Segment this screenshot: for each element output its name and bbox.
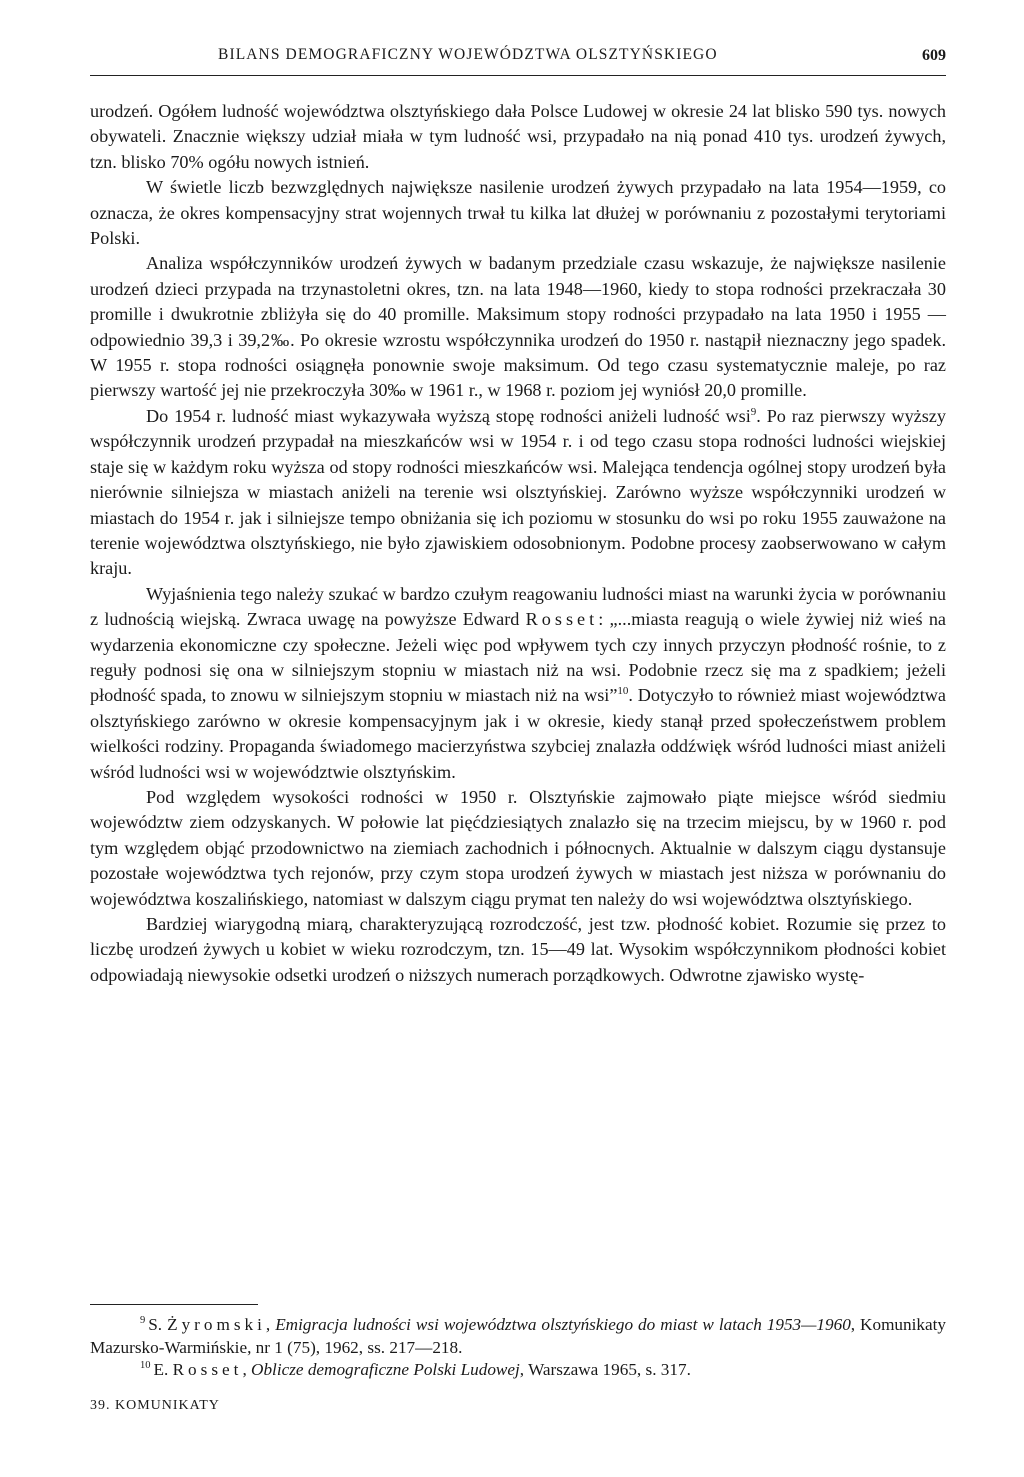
page-header [90,42,946,72]
author-name: Rosset [525,609,599,630]
body-text [90,99,946,988]
paragraph-2: W świetle liczb bezwzględnych największe nasilenie urodzeń żywych przypadało na lata 1954—1959, co oznacza, że okres kompensacyjny strat wojennych trwał tu kilka lat dłużej w porównaniu z pozostałymi terytoriami Polski. [90,177,946,249]
footnote-ref-9: 9 [750,405,757,418]
printer-signature: 39. KOMUNIKATY [90,1398,220,1413]
footnote-title: Emigracja ludności wsi województwa olsztyńskiego do miast w latach 1953—1960 [275,1315,851,1334]
footnote-text: , [265,1315,276,1334]
footnote-text: , Komunikaty Mazursko-Warmińskie, nr 1 (75), 1962, ss. 217—218. [90,1315,946,1357]
paragraph-5-text-a: Wyjaśnienia tego należy szukać w bardzo czułym reagowaniu ludności miast na warunki życia w porównaniu z ludnością wiejską. Zwraca uwagę na powyższe Edward [90,583,946,630]
paragraph-1: urodzeń. Ogółem ludność województwa olsztyńskiego dała Polsce Ludowej w okresie 24 lat blisko 590 tys. nowych obywateli. Znacznie większy udział miała w tym ludność wsi, przypadało na nią ponad 410 tys. urodzeń żywych, tzn. blisko 70% ogółu nowych istnień. [90,101,946,172]
paragraph-3: Analiza współczynników urodzeń żywych w badanym przedziale czasu wskazuje, że największe nasilenie urodzeń dzieci przypada na trzynastoletni okres, tzn. na lata 1948—1960, kiedy to stopa rodności przekraczała 30 promille i dwukrotnie zbliżyła się do 40 promille. Maksimum stopy rodności przypadało na lata 1950 i 1955 — odpowiednio 39,3 i 39,2‰. Po okresie wzrostu współczynnika urodzeń do 1950 r. nastąpił nieznaczny jego spadek. W 1955 r. stopa rodności osiągnęła ponownie swoje maksimum. Od tego czasu systematycznie maleje, po raz pierwszy wartość jej nie przekroczyła 30‰ w 1961 r., w 1968 r. poziom jej wyniósł 20,0 promille. [90,253,946,401]
running-title: BILANS DEMOGRAFICZNY WOJEWÓDZTWA OLSZTYŃSKIEGO [218,46,718,63]
footnote-text: , Warszawa 1965, s. 317. [519,1360,691,1379]
paragraph-5 [90,582,946,785]
footnote-title: Oblicze demograficzne Polski Ludowej [251,1360,520,1379]
footnote-text: , [242,1360,252,1379]
paragraph-4 [90,404,946,582]
footnotes [90,1314,946,1382]
footnote-text: S. [148,1315,168,1334]
paragraph-6: Pod względem wysokości rodności w 1950 r. Olsztyńskie zajmowało piąte miejsce wśród siedmiu województw ziem odzyskanych. W połowie lat pięćdziesiątych znalazło się na trzecim miejscu, by w 1960 r. pod tym względem objąć przodownictwo na ziemiach zachodnich i północnych. Aktualnie w dalszym ciągu dystansuje pozostałe województwa tych rejonów, przy czym stopa urodzeń żywych w miastach jest niższa w porównaniu do województwa koszalińskiego, natomiast w dalszym ciągu prymat ten należy do wsi województwa olsztyńskiego. [90,786,946,909]
paragraph-5-text-c: . Dotyczyło to również miast województwa olsztyńskiego zarówno w okresie kompensacyjnym jak i w okresie, kiedy stanął przed społeczeństwem problem wielkości rodziny. Propaganda świadomego macierzyństwa szybciej znalazła oddźwięk wśród ludności miast aniżeli wśród ludności wsi w województwie olsztyńskim. [90,685,946,782]
footnote-mark: 10 [140,1360,151,1372]
paragraph-4-text-b: . Po raz pierwszy wyższy współczynnik urodzeń przypadał na mieszkańców wsi w 1954 r. i od tego czasu stopa rodności ludności wiejskiej staje się w każdym roku wyższa od stopy rodności mieszkańców wsi. Malejąca tendencja ogólnej stopy urodzeń była nierównie silniejsza w miastach aniżeli na terenie wsi olsztyńskiej. Zarówno wyższe współczynniki urodzeń w miastach do 1954 r. jak i silniejsze tempo obniżania się ich poziomu w stosunku do wsi po roku 1955 zauważone na terenie województwa olsztyńskiego, nie było zjawiskiem odosobnionym. Podobne procesy zaobserwowano w całym kraju. [90,405,946,579]
footnote-9 [90,1314,946,1359]
footnote-author: Żyromski [167,1315,266,1334]
footnote-rule [90,1304,258,1305]
footnote-author: Rosset [172,1360,243,1379]
page-number: 609 [922,47,946,64]
paragraph-4-text-a: Do 1954 r. ludność miast wykazywała wyższą stopę rodności aniżeli ludność wsi [146,405,751,426]
footnote-ref-10: 10 [617,685,629,698]
paragraph-5-text-b: : „...miasta reagują o wiele żywiej niż wieś na wydarzenia ekonomiczne czy społeczne. Jeżeli więc pod wpływem tych czy innych przyczyn płodność rośnie, to z reguły podnosi się ona w silniejszym stopniu w miastach niż na wsi. Podobnie rzecz się ma z spadkiem; jeżeli płodność spada, to znowu w silniejszym stopniu w miastach niż na wsi” [90,609,946,706]
footnote-mark: 9 [140,1315,146,1327]
footnote-text: E. [153,1360,173,1379]
footnote-10 [90,1359,946,1382]
paragraph-7: Bardziej wiarygodną miarą, charakteryzującą rozrodczość, jest tzw. płodność kobiet. Rozumie się przez to liczbę urodzeń żywych u kobiet w wieku rozrodczym, tzn. 15—49 lat. Wysokim współczynnikom płodności kobiet odpowiadają niewysokie odsetki urodzeń o niższych numerach porządkowych. Odwrotne zjawisko wystę- [90,914,946,985]
header-rule [90,75,946,76]
